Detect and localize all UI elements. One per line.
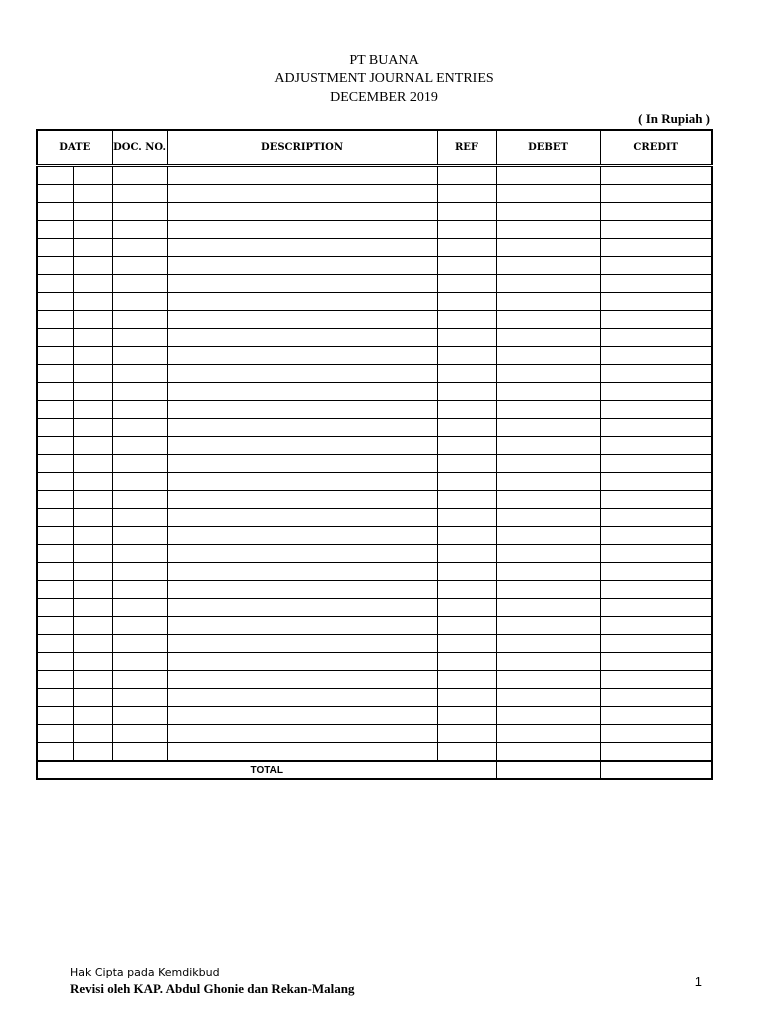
date-day-cell (37, 383, 73, 401)
copyright-note: Hak Cipta pada Kemdikbud (70, 966, 220, 979)
date-day-cell (37, 545, 73, 563)
table-row (37, 689, 712, 707)
date-day-cell (37, 221, 73, 239)
date-month-cell (73, 293, 112, 311)
debet-cell (496, 437, 600, 455)
date-day-cell (37, 725, 73, 743)
credit-cell (600, 689, 712, 707)
date-day-cell (37, 527, 73, 545)
date-day-cell (37, 185, 73, 203)
description-cell (167, 401, 437, 419)
doc-no-cell (112, 581, 167, 599)
table-row (37, 239, 712, 257)
table-row (37, 365, 712, 383)
description-cell (167, 527, 437, 545)
date-day-cell (37, 671, 73, 689)
ref-cell (437, 653, 496, 671)
date-month-cell (73, 491, 112, 509)
date-month-cell (73, 419, 112, 437)
debet-cell (496, 419, 600, 437)
table-row (37, 329, 712, 347)
currency-note: ( In Rupiah ) (638, 111, 710, 126)
ref-cell (437, 671, 496, 689)
table-row (37, 491, 712, 509)
ref-cell (437, 581, 496, 599)
credit-cell (600, 221, 712, 239)
date-day-cell (37, 166, 73, 185)
debet-cell (496, 725, 600, 743)
date-month-cell (73, 437, 112, 455)
ref-cell (437, 437, 496, 455)
description-cell (167, 455, 437, 473)
date-month-cell (73, 473, 112, 491)
journal-table (36, 129, 713, 780)
debet-cell (496, 491, 600, 509)
column-header-description: DESCRIPTION (167, 130, 437, 166)
doc-no-cell (112, 383, 167, 401)
doc-no-cell (112, 419, 167, 437)
doc-no-cell (112, 509, 167, 527)
date-day-cell (37, 599, 73, 617)
credit-cell (600, 743, 712, 762)
credit-cell (600, 599, 712, 617)
doc-no-cell (112, 599, 167, 617)
debet-cell (496, 509, 600, 527)
description-cell (167, 329, 437, 347)
description-cell (167, 491, 437, 509)
doc-no-cell (112, 527, 167, 545)
table-row (37, 527, 712, 545)
ref-cell (437, 725, 496, 743)
date-month-cell (73, 455, 112, 473)
column-header-ref: REF (437, 130, 496, 166)
description-cell (167, 275, 437, 293)
ref-cell (437, 455, 496, 473)
column-header-date: DATE (37, 130, 112, 166)
table-row (37, 203, 712, 221)
doc-no-cell (112, 707, 167, 725)
credit-cell (600, 419, 712, 437)
doc-no-cell (112, 653, 167, 671)
table-row (37, 221, 712, 239)
description-cell (167, 257, 437, 275)
date-month-cell (73, 185, 112, 203)
ref-cell (437, 185, 496, 203)
date-month-cell (73, 401, 112, 419)
date-month-cell (73, 635, 112, 653)
credit-cell (600, 473, 712, 491)
credit-cell (600, 383, 712, 401)
date-day-cell (37, 509, 73, 527)
description-cell (167, 707, 437, 725)
credit-cell (600, 275, 712, 293)
doc-no-cell (112, 166, 167, 185)
credit-cell (600, 527, 712, 545)
table-row (37, 725, 712, 743)
description-cell (167, 743, 437, 762)
date-day-cell (37, 491, 73, 509)
date-month-cell (73, 671, 112, 689)
table-row (37, 383, 712, 401)
credit-cell (600, 635, 712, 653)
credit-cell (600, 401, 712, 419)
ref-cell (437, 311, 496, 329)
ref-cell (437, 275, 496, 293)
table-row (37, 545, 712, 563)
date-day-cell (37, 563, 73, 581)
date-month-cell (73, 311, 112, 329)
debet-cell (496, 671, 600, 689)
doc-no-cell (112, 329, 167, 347)
ref-cell (437, 527, 496, 545)
column-header-doc-no: DOC. NO. (112, 130, 167, 166)
description-cell (167, 203, 437, 221)
debet-cell (496, 257, 600, 275)
table-row (37, 563, 712, 581)
journal-body (37, 166, 712, 762)
ref-cell (437, 203, 496, 221)
description-cell (167, 599, 437, 617)
debet-cell (496, 275, 600, 293)
credit-cell (600, 329, 712, 347)
table-row (37, 185, 712, 203)
debet-cell (496, 347, 600, 365)
credit-cell (600, 293, 712, 311)
ref-cell (437, 401, 496, 419)
doc-no-cell (112, 617, 167, 635)
doc-no-cell (112, 563, 167, 581)
date-month-cell (73, 545, 112, 563)
ref-cell (437, 509, 496, 527)
description-cell (167, 221, 437, 239)
document-title: ADJUSTMENT JOURNAL ENTRIES (274, 71, 494, 86)
date-month-cell (73, 707, 112, 725)
date-month-cell (73, 239, 112, 257)
table-row (37, 419, 712, 437)
page-number: 1 (694, 974, 702, 989)
doc-no-cell (112, 689, 167, 707)
ref-cell (437, 599, 496, 617)
debet-cell (496, 689, 600, 707)
table-row (37, 275, 712, 293)
date-month-cell (73, 743, 112, 762)
debet-cell (496, 401, 600, 419)
ref-cell (437, 293, 496, 311)
description-cell (167, 437, 437, 455)
ref-cell (437, 347, 496, 365)
doc-no-cell (112, 257, 167, 275)
ref-cell (437, 563, 496, 581)
table-row (37, 437, 712, 455)
table-row (37, 473, 712, 491)
credit-cell (600, 347, 712, 365)
date-month-cell (73, 257, 112, 275)
date-day-cell (37, 455, 73, 473)
debet-cell (496, 653, 600, 671)
credit-cell (600, 707, 712, 725)
date-day-cell (37, 329, 73, 347)
debet-cell (496, 563, 600, 581)
date-month-cell (73, 365, 112, 383)
date-month-cell (73, 329, 112, 347)
doc-no-cell (112, 401, 167, 419)
table-row (37, 166, 712, 185)
date-day-cell (37, 239, 73, 257)
total-row (37, 761, 712, 779)
table-row (37, 707, 712, 725)
date-day-cell (37, 365, 73, 383)
debet-cell (496, 293, 600, 311)
description-cell (167, 365, 437, 383)
date-month-cell (73, 527, 112, 545)
credit-cell (600, 185, 712, 203)
doc-no-cell (112, 545, 167, 563)
table-row (37, 311, 712, 329)
table-row (37, 635, 712, 653)
credit-cell (600, 491, 712, 509)
debet-cell (496, 166, 600, 185)
doc-no-cell (112, 293, 167, 311)
description-cell (167, 563, 437, 581)
doc-no-cell (112, 437, 167, 455)
debet-cell (496, 473, 600, 491)
date-month-cell (73, 581, 112, 599)
description-cell (167, 671, 437, 689)
debet-cell (496, 221, 600, 239)
credit-cell (600, 437, 712, 455)
date-day-cell (37, 203, 73, 221)
debet-cell (496, 545, 600, 563)
table-row (37, 653, 712, 671)
date-day-cell (37, 707, 73, 725)
credit-cell (600, 671, 712, 689)
description-cell (167, 509, 437, 527)
credit-cell (600, 239, 712, 257)
credit-cell (600, 203, 712, 221)
debet-cell (496, 581, 600, 599)
table-header-row (37, 130, 712, 166)
doc-no-cell (112, 311, 167, 329)
debet-cell (496, 311, 600, 329)
doc-no-cell (112, 743, 167, 762)
doc-no-cell (112, 473, 167, 491)
description-cell (167, 311, 437, 329)
description-cell (167, 725, 437, 743)
date-month-cell (73, 599, 112, 617)
date-month-cell (73, 617, 112, 635)
credit-cell (600, 455, 712, 473)
credit-cell (600, 653, 712, 671)
company-name: PT BUANA (349, 53, 419, 68)
ref-cell (437, 257, 496, 275)
table-row (37, 599, 712, 617)
doc-no-cell (112, 275, 167, 293)
description-cell (167, 166, 437, 185)
date-day-cell (37, 437, 73, 455)
ref-cell (437, 221, 496, 239)
description-cell (167, 239, 437, 257)
ref-cell (437, 545, 496, 563)
date-day-cell (37, 401, 73, 419)
debet-cell (496, 707, 600, 725)
column-header-debet: DEBET (496, 130, 600, 166)
credit-cell (600, 509, 712, 527)
total-label: TOTAL (37, 761, 496, 779)
date-day-cell (37, 581, 73, 599)
credit-cell (600, 257, 712, 275)
description-cell (167, 185, 437, 203)
credit-cell (600, 311, 712, 329)
description-cell (167, 293, 437, 311)
ref-cell (437, 707, 496, 725)
doc-no-cell (112, 635, 167, 653)
ref-cell (437, 473, 496, 491)
date-month-cell (73, 563, 112, 581)
debet-cell (496, 203, 600, 221)
date-day-cell (37, 275, 73, 293)
debet-cell (496, 599, 600, 617)
table-row (37, 617, 712, 635)
table-row (37, 743, 712, 762)
doc-no-cell (112, 725, 167, 743)
date-day-cell (37, 689, 73, 707)
date-month-cell (73, 275, 112, 293)
total-credit-cell (600, 761, 712, 779)
ref-cell (437, 617, 496, 635)
document-period: DECEMBER 2019 (330, 90, 438, 105)
doc-no-cell (112, 455, 167, 473)
date-day-cell (37, 617, 73, 635)
table-row (37, 455, 712, 473)
description-cell (167, 347, 437, 365)
doc-no-cell (112, 365, 167, 383)
doc-no-cell (112, 221, 167, 239)
description-cell (167, 689, 437, 707)
date-month-cell (73, 725, 112, 743)
date-day-cell (37, 419, 73, 437)
ref-cell (437, 419, 496, 437)
debet-cell (496, 239, 600, 257)
table-row (37, 509, 712, 527)
description-cell (167, 653, 437, 671)
debet-cell (496, 743, 600, 762)
credit-cell (600, 617, 712, 635)
revision-note: Revisi oleh KAP. Abdul Ghonie dan Rekan-Malang (70, 981, 355, 996)
debet-cell (496, 617, 600, 635)
debet-cell (496, 455, 600, 473)
ref-cell (437, 743, 496, 762)
date-month-cell (73, 221, 112, 239)
description-cell (167, 473, 437, 491)
debet-cell (496, 185, 600, 203)
ref-cell (437, 166, 496, 185)
credit-cell (600, 563, 712, 581)
description-cell (167, 383, 437, 401)
table-row (37, 293, 712, 311)
table-row (37, 581, 712, 599)
ref-cell (437, 239, 496, 257)
date-month-cell (73, 203, 112, 221)
ref-cell (437, 329, 496, 347)
table-row (37, 401, 712, 419)
debet-cell (496, 365, 600, 383)
table-row (37, 257, 712, 275)
doc-no-cell (112, 185, 167, 203)
date-month-cell (73, 689, 112, 707)
date-day-cell (37, 653, 73, 671)
ref-cell (437, 491, 496, 509)
description-cell (167, 635, 437, 653)
debet-cell (496, 635, 600, 653)
date-day-cell (37, 257, 73, 275)
ref-cell (437, 383, 496, 401)
credit-cell (600, 545, 712, 563)
ref-cell (437, 689, 496, 707)
date-month-cell (73, 653, 112, 671)
total-debet-cell (496, 761, 600, 779)
column-header-credit: CREDIT (600, 130, 712, 166)
description-cell (167, 545, 437, 563)
doc-no-cell (112, 671, 167, 689)
credit-cell (600, 166, 712, 185)
table-row (37, 671, 712, 689)
credit-cell (600, 581, 712, 599)
debet-cell (496, 329, 600, 347)
date-month-cell (73, 509, 112, 527)
ref-cell (437, 365, 496, 383)
doc-no-cell (112, 239, 167, 257)
date-day-cell (37, 743, 73, 762)
credit-cell (600, 365, 712, 383)
credit-cell (600, 725, 712, 743)
date-day-cell (37, 311, 73, 329)
debet-cell (496, 527, 600, 545)
doc-no-cell (112, 491, 167, 509)
date-month-cell (73, 383, 112, 401)
debet-cell (496, 383, 600, 401)
date-day-cell (37, 347, 73, 365)
description-cell (167, 617, 437, 635)
date-day-cell (37, 635, 73, 653)
description-cell (167, 581, 437, 599)
description-cell (167, 419, 437, 437)
doc-no-cell (112, 203, 167, 221)
date-month-cell (73, 347, 112, 365)
table-row (37, 347, 712, 365)
doc-no-cell (112, 347, 167, 365)
ref-cell (437, 635, 496, 653)
date-day-cell (37, 293, 73, 311)
date-day-cell (37, 473, 73, 491)
date-month-cell (73, 166, 112, 185)
